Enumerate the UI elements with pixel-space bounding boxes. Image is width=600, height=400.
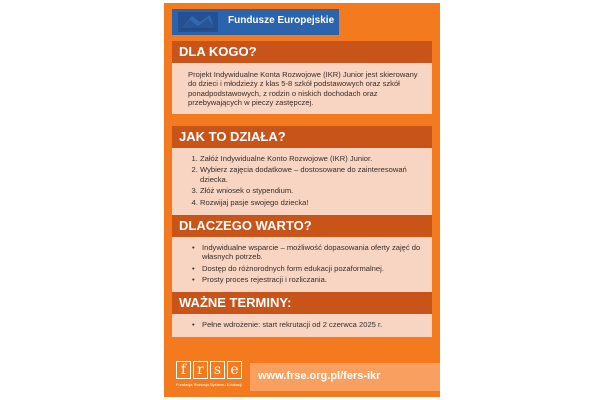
eu-flag-icon [178,12,218,32]
list-item: • Prosty proces rejestracji i rozliczania. [202,275,424,284]
section-dates [172,292,432,337]
section-text: Projekt Indywidualne Konta Rozwojowe (IKR) Junior jest skierowany do dzieci i młodzieży z klas 5-8 szkół podstawowych oraz szkół ponadpodstawowych, z rodzin o niskich dochodach oraz przebywających w pieczy zastępczej. [188,70,418,108]
logo-letter: r [193,361,208,379]
website-link[interactable]: www.frse.org.pl/fers-ikr [258,370,381,382]
logo-letter: e [227,361,242,379]
list-item: 2. Wybierz zajęcia dodatkowe – dostosowane do zainteresowań dziecka. [200,165,424,184]
section-who [172,41,432,114]
section-heading: DLA KOGO? [172,41,432,63]
list-item: 4. Rozwijaj pasje swojego dziecka! [200,198,424,207]
steps-list [172,148,432,215]
section-body [172,314,432,337]
section-body [172,63,432,114]
logo-subtitle: Fundacja Rozwoju Systemu Edukacji [176,382,242,387]
footer [164,355,440,397]
section-heading: JAK TO DZIAŁA? [172,126,432,148]
poster [164,3,440,397]
section-how [172,126,432,215]
eu-funds-title: Fundusze Europejskie [228,15,335,26]
list-item: 1. Załóż Indywidualne Konto Rozwojowe (IKR) Junior. [200,154,424,163]
section-heading: WAŻNE TERMINY: [172,292,432,314]
list-item: • Dostęp do różnorodnych form edukacji pozaformalnej. [202,264,424,273]
logo-letter: f [176,361,191,379]
eu-funds-header [172,9,339,35]
list-item: • Indywidualne wsparcie – możliwość dopasowania oferty zajęć do własnych potrzeb. [202,243,424,262]
frse-logo [176,361,256,393]
dates-list [172,314,432,337]
section-body [172,148,432,215]
website-link-box[interactable] [250,363,440,391]
section-heading: DLACZEGO WARTO? [172,215,432,237]
list-item: 3. Złóż wniosek o stypendium. [200,186,424,195]
section-why [172,215,432,293]
benefits-list [172,237,432,293]
logo-letter: s [210,361,225,379]
list-item: • Pełne wdrożenie: start rekrutacji od 2 czerwca 2025 r. [202,320,424,329]
section-body [172,237,432,293]
